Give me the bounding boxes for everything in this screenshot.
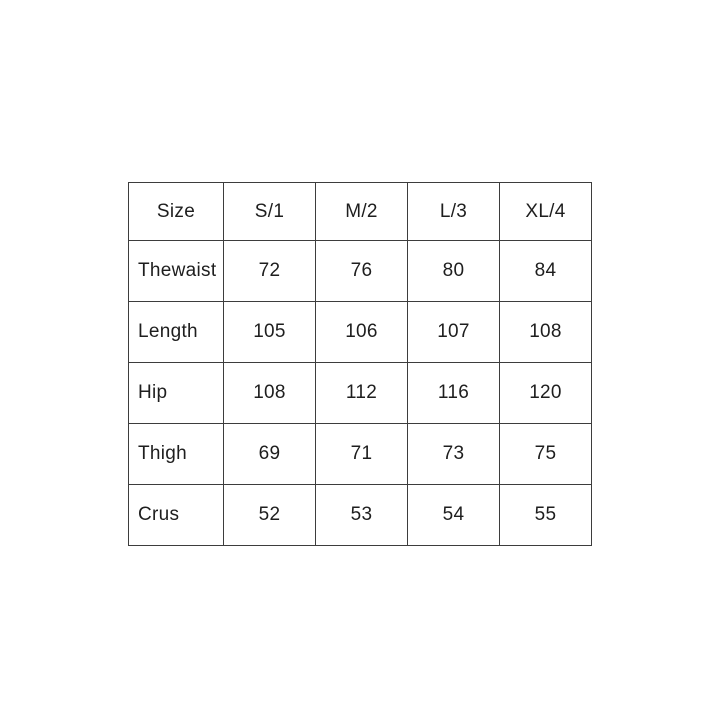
row-label-crus: Crus <box>129 485 224 546</box>
table-cell: 72 <box>224 241 316 302</box>
table-cell: 73 <box>408 424 500 485</box>
table-row-hip <box>129 363 592 424</box>
table-cell: 116 <box>408 363 500 424</box>
column-header-m2: M/2 <box>316 183 408 241</box>
size-chart-container <box>128 182 592 546</box>
table-cell: 120 <box>500 363 592 424</box>
size-chart-table <box>128 182 592 546</box>
column-header-size: Size <box>129 183 224 241</box>
table-cell: 105 <box>224 302 316 363</box>
column-header-xl4: XL/4 <box>500 183 592 241</box>
table-cell: 108 <box>500 302 592 363</box>
table-cell: 76 <box>316 241 408 302</box>
table-cell: 53 <box>316 485 408 546</box>
table-row-thigh <box>129 424 592 485</box>
table-cell: 84 <box>500 241 592 302</box>
row-label-thigh: Thigh <box>129 424 224 485</box>
table-row-thewaist <box>129 241 592 302</box>
table-cell: 108 <box>224 363 316 424</box>
table-cell: 71 <box>316 424 408 485</box>
table-cell: 52 <box>224 485 316 546</box>
table-cell: 75 <box>500 424 592 485</box>
column-header-s1: S/1 <box>224 183 316 241</box>
row-label-thewaist: Thewaist <box>129 241 224 302</box>
table-cell: 55 <box>500 485 592 546</box>
table-cell: 112 <box>316 363 408 424</box>
table-row-length <box>129 302 592 363</box>
column-header-l3: L/3 <box>408 183 500 241</box>
table-cell: 54 <box>408 485 500 546</box>
row-label-hip: Hip <box>129 363 224 424</box>
table-cell: 69 <box>224 424 316 485</box>
table-cell: 107 <box>408 302 500 363</box>
table-cell: 80 <box>408 241 500 302</box>
row-label-length: Length <box>129 302 224 363</box>
table-cell: 106 <box>316 302 408 363</box>
header-row <box>129 183 592 241</box>
table-row-crus <box>129 485 592 546</box>
